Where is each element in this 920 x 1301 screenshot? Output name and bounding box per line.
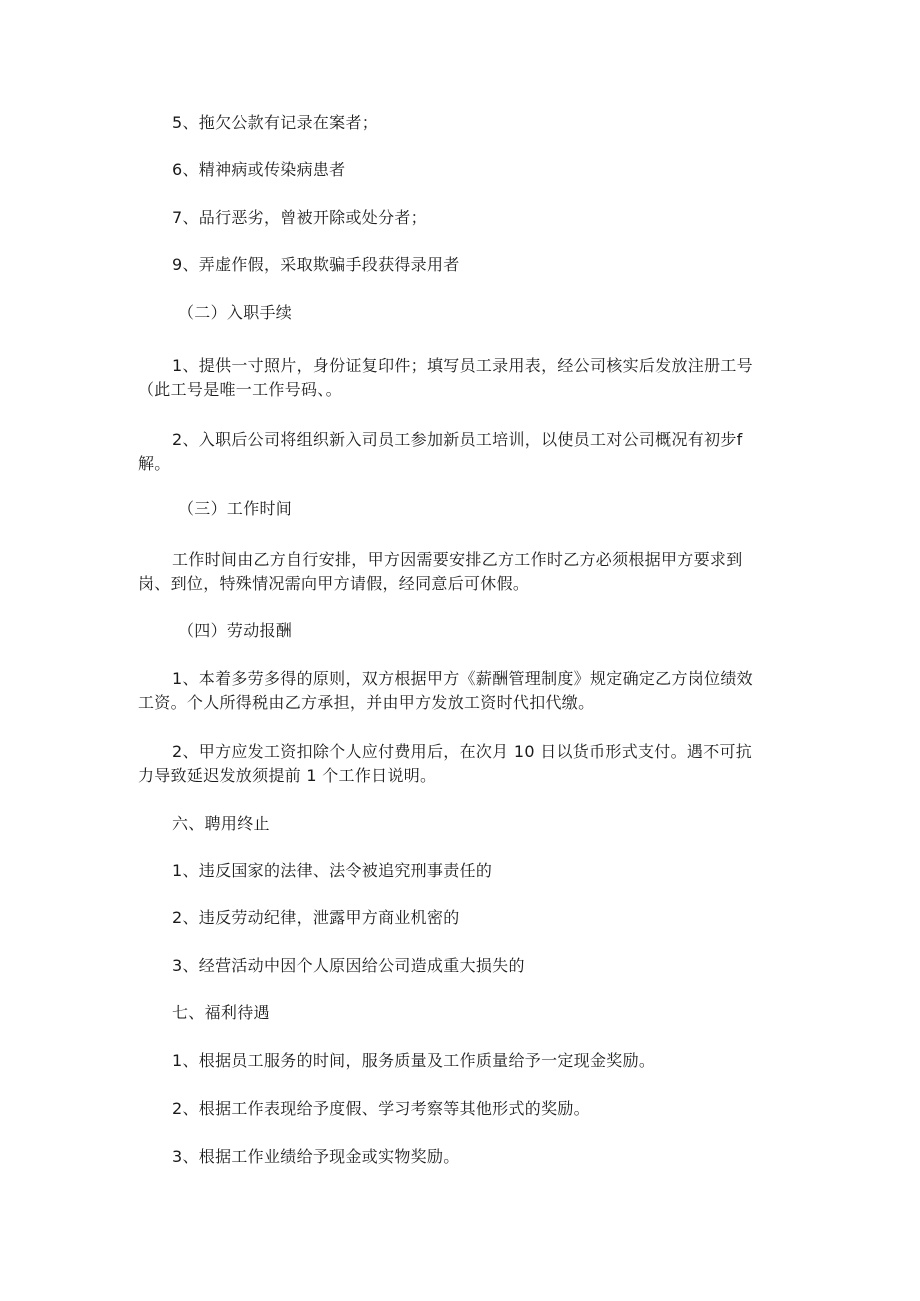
paragraph — [138, 1049, 788, 1073]
text-line: 1、违反国家的法律、法令被追究刑事责任的 — [172, 861, 493, 880]
text-line: 2、甲方应发工资扣除个人应付费用后，在次月 10 日以货币形式支付。遇不可抗 — [172, 742, 753, 761]
heading-text: （三）工作时间 — [178, 499, 293, 518]
paragraph — [138, 354, 788, 402]
text-line: 岗、到位，特殊情况需向甲方请假，经同意后可休假。 — [138, 574, 530, 593]
paragraph — [138, 1145, 788, 1169]
text-line: 2、入职后公司将组织新入司员工参加新员工培训，以使员工对公司概况有初步f — [172, 430, 743, 449]
text-line: 6、精神病或传染病患者 — [172, 160, 346, 179]
text-line: 1、提供一寸照片，身份证复印件；填写员工录用表，经公司核实后发放注册工号 — [172, 356, 753, 375]
text-line: 力导致延迟发放须提前 1 个工作日说明。 — [138, 766, 437, 785]
section-heading — [138, 301, 788, 325]
text-line: 5、拖欠公款有记录在案者； — [172, 113, 379, 132]
heading-text: （四）劳动报酬 — [178, 621, 293, 640]
paragraph — [138, 859, 788, 883]
section-heading — [138, 619, 788, 643]
heading-text: （二）入职手续 — [178, 303, 293, 322]
text-line: 解。 — [138, 454, 171, 473]
text-line: 1、本着多劳多得的原则，双方根据甲方《薪酬管理制度》规定确定乙方岗位绩效 — [172, 669, 753, 688]
section-heading — [138, 497, 788, 521]
text-line: 2、违反劳动纪律，泄露甲方商业机密的 — [172, 908, 460, 927]
paragraph — [138, 954, 788, 978]
text-line: 2、根据工作表现给予度假、学习考察等其他形式的奖励。 — [172, 1099, 590, 1118]
paragraph — [138, 253, 788, 277]
paragraph — [138, 1097, 788, 1121]
text-line: 9、弄虚作假，采取欺骗手段获得录用者 — [172, 255, 460, 274]
text-line: 1、根据员工服务的时间，服务质量及工作质量给予一定现金奖励。 — [172, 1051, 656, 1070]
text-line: 7、品行恶劣，曾被开除或处分者； — [172, 208, 427, 227]
text-line: （此工号是唯一工作号码、。 — [138, 380, 342, 399]
paragraph — [138, 667, 788, 715]
paragraph — [138, 548, 788, 596]
heading-text: 六、聘用终止 — [172, 814, 270, 833]
paragraph — [138, 158, 788, 182]
text-line: 3、经营活动中因个人原因给公司造成重大损失的 — [172, 956, 525, 975]
paragraph — [138, 428, 788, 476]
section-heading — [138, 1001, 788, 1025]
section-heading — [138, 812, 788, 836]
paragraph — [138, 906, 788, 930]
paragraph — [138, 740, 788, 788]
text-line: 工资。个人所得税由乙方承担，并由甲方发放工资时代扣代缴。 — [138, 693, 595, 712]
text-line: 工作时间由乙方自行安排，甲方因需要安排乙方工作时乙方必须根据甲方要求到 — [172, 550, 743, 569]
paragraph — [138, 206, 788, 230]
heading-text: 七、福利待遇 — [172, 1003, 270, 1022]
text-line: 3、根据工作业绩给予现金或实物奖励。 — [172, 1147, 460, 1166]
paragraph — [138, 111, 788, 135]
